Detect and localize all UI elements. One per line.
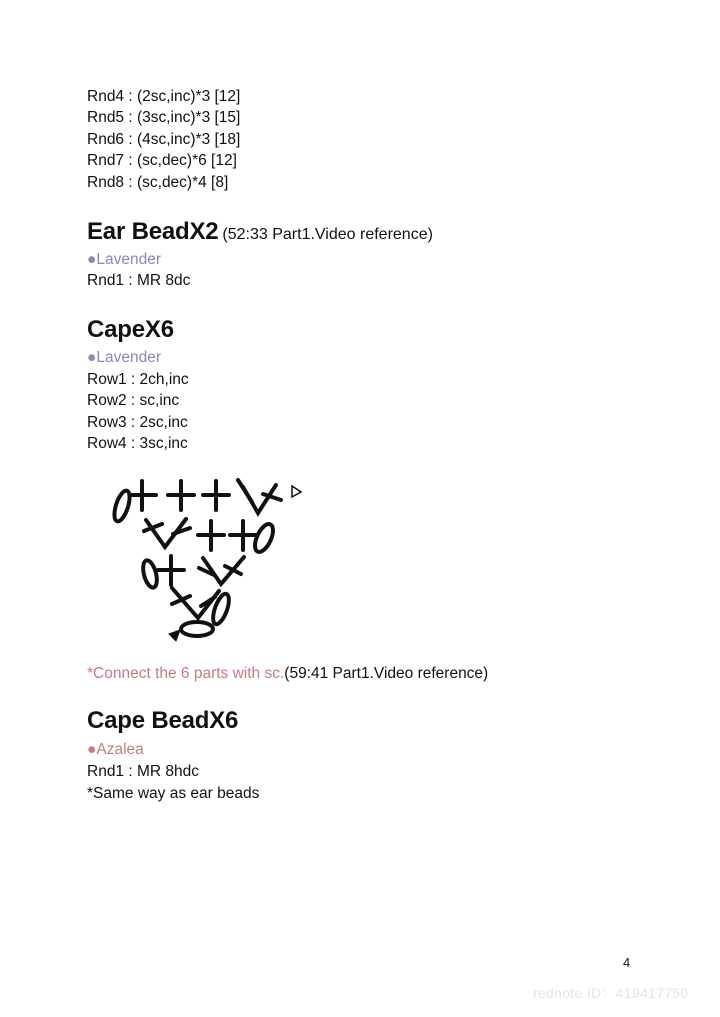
ear-bead-round-1: Rnd1 : MR 8dc (87, 272, 191, 289)
head-round-5: Rnd5 : (3sc,inc)*3 [15] (87, 109, 241, 126)
cape-heading (87, 316, 174, 344)
ear-bead-title: Ear BeadX2 (87, 218, 219, 245)
chart-end-marker (169, 630, 180, 641)
cape-row-1: Row1 : 2ch,inc (87, 371, 189, 388)
cape-row-2: Row2 : sc,inc (87, 392, 180, 409)
cape-bead-title: Cape BeadX6 (87, 707, 239, 734)
cape-bead-round-1: Rnd1 : MR 8hdc (87, 763, 199, 780)
cape-yarn: ●Lavender (87, 349, 161, 366)
head-round-7: Rnd7 : (sc,dec)*6 [12] (87, 152, 237, 169)
chart-row-4 (111, 480, 281, 523)
chart-row-2 (141, 556, 244, 589)
head-round-6: Rnd6 : (4sc,inc)*3 [18] (87, 131, 241, 148)
cape-bead-heading (87, 707, 238, 735)
chart-row-3 (144, 519, 277, 555)
connect-note (87, 664, 488, 684)
head-round-4: Rnd4 : (2sc,inc)*3 [12] (87, 88, 241, 105)
connect-note-video-ref: (59:41 Part1.Video reference) (284, 665, 489, 682)
ear-bead-video-ref: (52:33 Part1.Video reference) (222, 226, 433, 243)
cape-title: CapeX6 (87, 316, 174, 343)
cape-bead-yarn: ●Azalea (87, 741, 144, 758)
connect-note-instruction: *Connect the 6 parts with sc. (87, 665, 285, 682)
head-round-8: Rnd8 : (sc,dec)*4 [8] (87, 174, 229, 191)
ear-bead-heading (87, 218, 433, 246)
page-number: 4 (623, 955, 631, 970)
chart-row-1 (172, 588, 232, 636)
cape-row-3: Row3 : 2sc,inc (87, 414, 188, 431)
chart-start-marker (292, 486, 301, 497)
crochet-stitch-chart-icon (105, 473, 305, 645)
watermark: rednote ID：419417750 (533, 985, 689, 1001)
cape-bead-note: *Same way as ear beads (87, 785, 260, 802)
ear-bead-yarn: ●Lavender (87, 251, 161, 268)
cape-row-4: Row4 : 3sc,inc (87, 435, 188, 452)
